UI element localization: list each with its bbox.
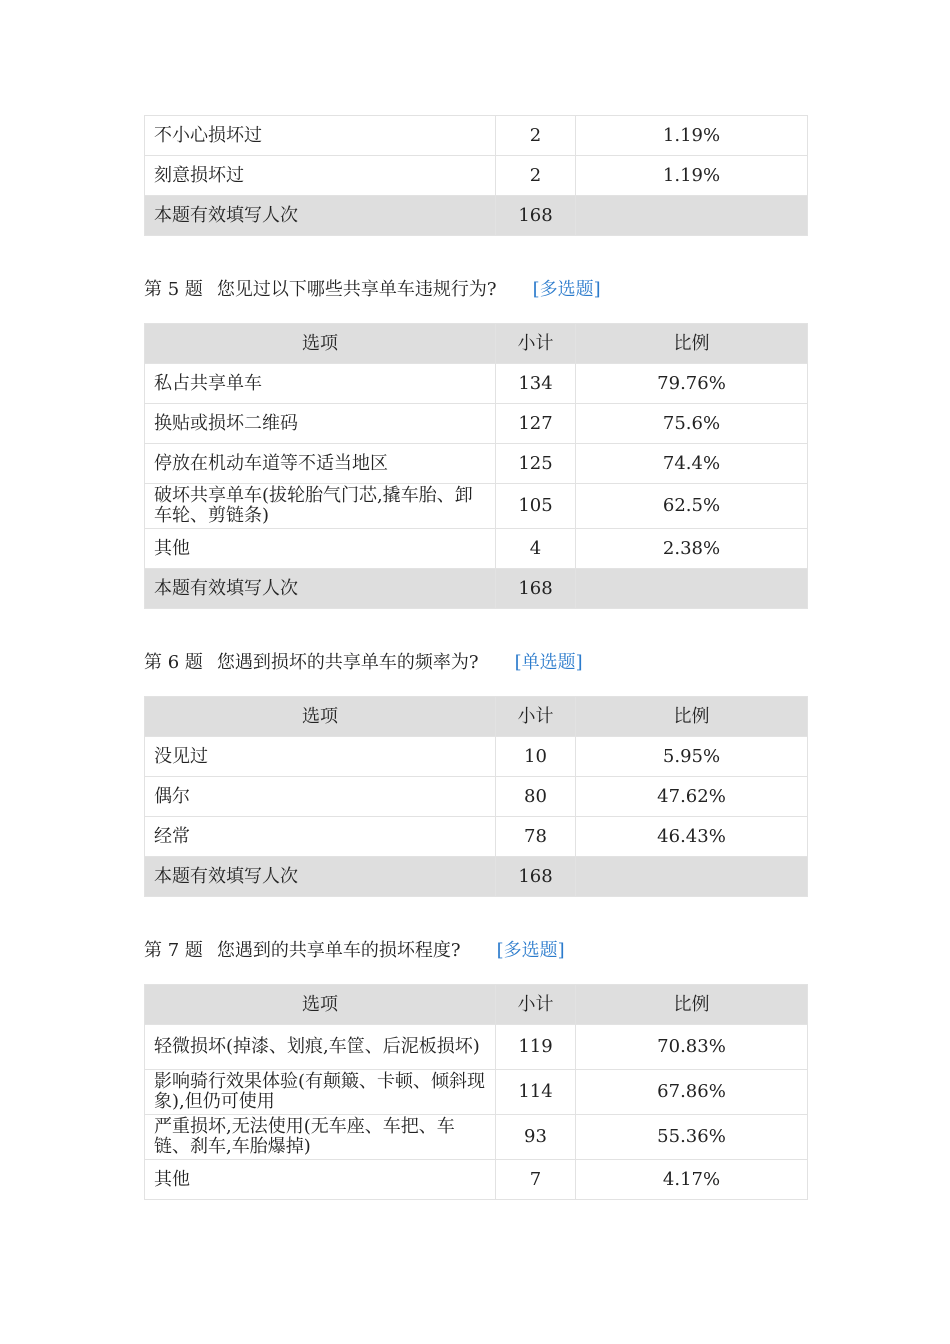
count-cell: 10	[496, 737, 576, 777]
percent-cell: 79.76%	[576, 364, 808, 404]
header-percent: 比例	[576, 985, 808, 1025]
percent-cell: 1.19%	[576, 156, 808, 196]
q5-title	[144, 278, 601, 302]
total-row	[145, 569, 808, 609]
percent-cell: 74.4%	[576, 444, 808, 484]
total-empty-cell	[576, 857, 808, 897]
count-cell: 134	[496, 364, 576, 404]
question-number: 第 7 题	[144, 940, 203, 961]
header-percent: 比例	[576, 697, 808, 737]
total-count: 168	[496, 857, 576, 897]
total-label: 本题有效填写人次	[145, 857, 496, 897]
question-number: 第 6 题	[144, 652, 203, 673]
header-count: 小计	[496, 324, 576, 364]
percent-cell: 70.83%	[576, 1025, 808, 1070]
header-count: 小计	[496, 697, 576, 737]
option-cell: 其他	[145, 1160, 496, 1200]
question-number: 第 5 题	[144, 279, 203, 300]
header-option: 选项	[145, 985, 496, 1025]
option-cell: 其他	[145, 529, 496, 569]
count-cell: 80	[496, 777, 576, 817]
option-cell: 换贴或损坏二维码	[145, 404, 496, 444]
percent-cell: 75.6%	[576, 404, 808, 444]
count-cell: 2	[496, 156, 576, 196]
option-cell: 破坏共享单车(拔轮胎气门芯,撬车胎、卸车轮、剪链条)	[145, 484, 496, 529]
table-row	[145, 1025, 808, 1070]
percent-cell: 5.95%	[576, 737, 808, 777]
table-row	[145, 1070, 808, 1115]
q5-results-table	[144, 323, 808, 609]
question-text: 您遇到损坏的共享单车的频率为?	[216, 652, 479, 673]
header-option: 选项	[145, 697, 496, 737]
option-cell: 私占共享单车	[145, 364, 496, 404]
table-row	[145, 1115, 808, 1160]
option-cell: 经常	[145, 817, 496, 857]
count-cell: 7	[496, 1160, 576, 1200]
q6-title	[144, 651, 583, 675]
total-row	[145, 857, 808, 897]
q4-results-table	[144, 115, 808, 236]
option-cell: 影响骑行效果体验(有颠簸、卡顿、倾斜现象),但仍可使用	[145, 1070, 496, 1115]
percent-cell: 46.43%	[576, 817, 808, 857]
question-type-tag: [单选题]	[514, 652, 583, 673]
total-empty-cell	[576, 569, 808, 609]
header-percent: 比例	[576, 324, 808, 364]
percent-cell: 47.62%	[576, 777, 808, 817]
table-row	[145, 116, 808, 156]
count-cell: 4	[496, 529, 576, 569]
table-row	[145, 529, 808, 569]
total-label: 本题有效填写人次	[145, 196, 496, 236]
percent-cell: 55.36%	[576, 1115, 808, 1160]
count-cell: 125	[496, 444, 576, 484]
option-cell: 不小心损坏过	[145, 116, 496, 156]
percent-cell: 4.17%	[576, 1160, 808, 1200]
count-cell: 93	[496, 1115, 576, 1160]
table-header-row	[145, 697, 808, 737]
q7-title	[144, 939, 565, 963]
percent-cell: 62.5%	[576, 484, 808, 529]
total-empty-cell	[576, 196, 808, 236]
option-cell: 刻意损坏过	[145, 156, 496, 196]
table-header-row	[145, 985, 808, 1025]
question-text: 您遇到的共享单车的损坏程度?	[216, 940, 461, 961]
count-cell: 105	[496, 484, 576, 529]
count-cell: 127	[496, 404, 576, 444]
table-row	[145, 777, 808, 817]
total-label: 本题有效填写人次	[145, 569, 496, 609]
count-cell: 78	[496, 817, 576, 857]
header-count: 小计	[496, 985, 576, 1025]
total-row	[145, 196, 808, 236]
count-cell: 114	[496, 1070, 576, 1115]
table-row	[145, 404, 808, 444]
option-cell: 没见过	[145, 737, 496, 777]
percent-cell: 67.86%	[576, 1070, 808, 1115]
table-row	[145, 364, 808, 404]
table-row	[145, 737, 808, 777]
question-type-tag: [多选题]	[496, 940, 565, 961]
option-cell: 严重损坏,无法使用(无车座、车把、车链、刹车,车胎爆掉)	[145, 1115, 496, 1160]
total-count: 168	[496, 196, 576, 236]
total-count: 168	[496, 569, 576, 609]
table-row	[145, 1160, 808, 1200]
table-row	[145, 444, 808, 484]
q7-results-table	[144, 984, 808, 1200]
count-cell: 119	[496, 1025, 576, 1070]
question-type-tag: [多选题]	[532, 279, 601, 300]
header-option: 选项	[145, 324, 496, 364]
percent-cell: 1.19%	[576, 116, 808, 156]
table-header-row	[145, 324, 808, 364]
q6-results-table	[144, 696, 808, 897]
table-row	[145, 484, 808, 529]
question-text: 您见过以下哪些共享单车违规行为?	[216, 279, 497, 300]
count-cell: 2	[496, 116, 576, 156]
table-row	[145, 817, 808, 857]
table-row	[145, 156, 808, 196]
option-cell: 轻微损坏(掉漆、划痕,车筐、后泥板损坏)	[145, 1025, 496, 1070]
option-cell: 停放在机动车道等不适当地区	[145, 444, 496, 484]
percent-cell: 2.38%	[576, 529, 808, 569]
option-cell: 偶尔	[145, 777, 496, 817]
